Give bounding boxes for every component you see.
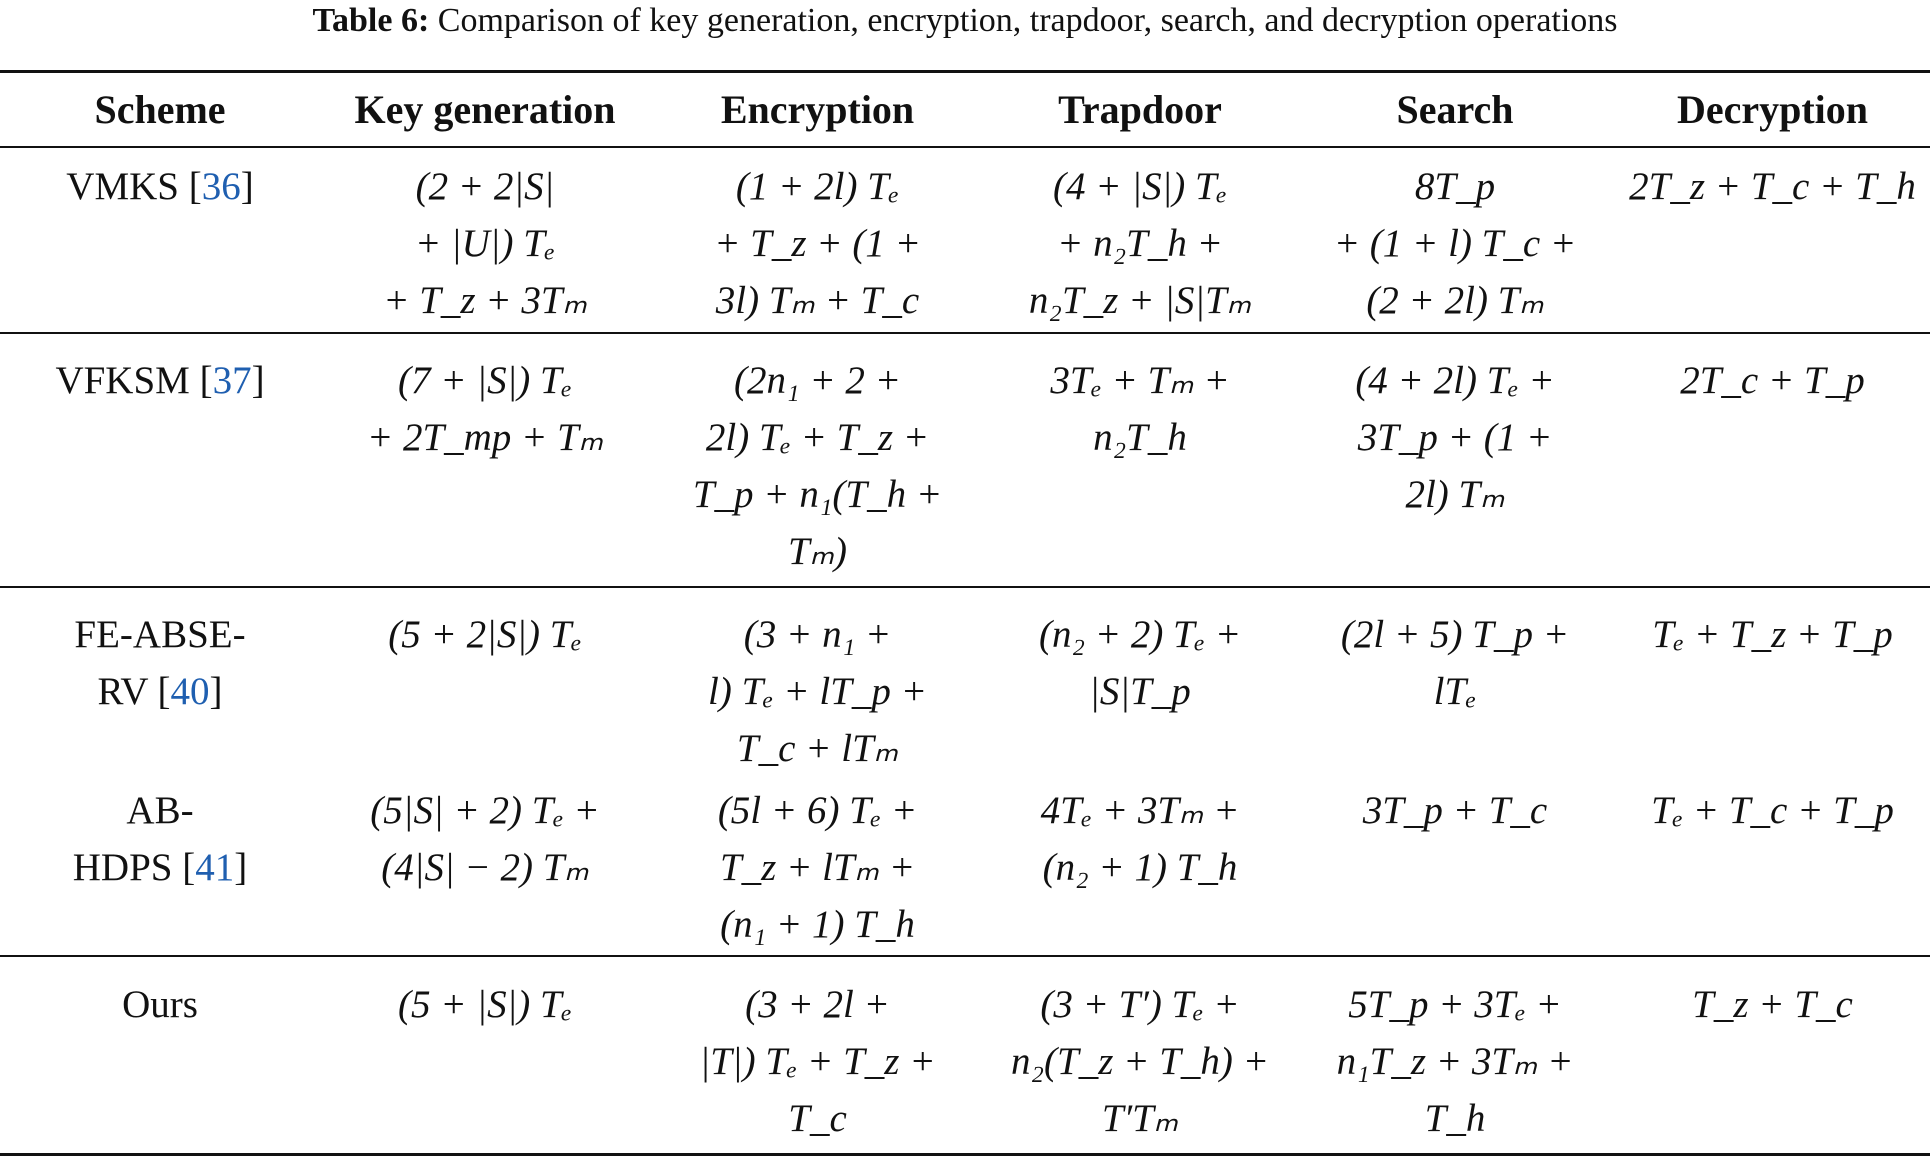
- table-cell: T_z + T_c: [1692, 983, 1853, 1026]
- table-row-ab-hdps-scheme: AB- HDPS [41]: [72, 789, 248, 889]
- table-cell: (5|S| + 2) Tₑ + (4|S| − 2) Tₘ: [370, 789, 600, 889]
- citation-link[interactable]: 36: [201, 165, 241, 208]
- table-cell: (n₂ + 2) Tₑ + |S|T_p: [1038, 613, 1242, 713]
- table-cell: (4 + |S|) Tₑ + n₂T_h + n₂T_z + |S|Tₘ: [1028, 165, 1252, 322]
- caption-text: Comparison of key generation, encryption, trapdoor, search, and decryption operations: [437, 2, 1618, 39]
- table-cell: 5T_p + 3Tₑ + n₁T_z + 3Tₘ + T_h: [1336, 983, 1574, 1140]
- row-rule: [0, 955, 1930, 957]
- table-cell: (3 + T′) Tₑ + n₂(T_z + T_h) + T′Tₘ: [1011, 983, 1269, 1140]
- table-row-vfksm-scheme: VFKSM [37]: [55, 359, 265, 402]
- table-cell: (3 + 2l + |T|) Tₑ + T_z + T_c: [699, 983, 936, 1140]
- table-cell: (5l + 6) Tₑ + T_z + lTₘ + (n₁ + 1) T_h: [717, 789, 918, 946]
- table-row-ours-scheme: Ours: [122, 983, 198, 1026]
- citation-link[interactable]: 37: [212, 359, 252, 402]
- citation-link[interactable]: 41: [195, 846, 235, 889]
- table-cell: 3Tₑ + Tₘ + n₂T_h: [1050, 359, 1230, 459]
- table-row-fe-abse-rv-scheme: FE-ABSE- RV [40]: [74, 613, 246, 713]
- table-cell: (4 + 2l) Tₑ + 3T_p + (1 + 2l) Tₘ: [1355, 359, 1555, 516]
- citation-link[interactable]: 40: [170, 670, 210, 713]
- table-cell: Tₑ + T_z + T_p: [1652, 613, 1893, 656]
- table-cell: 4Tₑ + 3Tₘ + (n₂ + 1) T_h: [1040, 789, 1240, 889]
- row-rule: [0, 332, 1930, 334]
- caption-label: Table 6:: [312, 2, 430, 39]
- header-key-generation: Key generation: [354, 87, 616, 132]
- table-cell: (3 + n₁ + l) Tₑ + lT_p + T_c + lTₘ: [708, 613, 927, 770]
- top-rule: [0, 70, 1930, 73]
- table-cell: (2l + 5) T_p + lTₑ: [1340, 613, 1570, 713]
- table-cell: 2T_z + T_c + T_h: [1629, 165, 1916, 208]
- table-cell: (2n₁ + 2 + 2l) Tₑ + T_z + T_p + n₁(T_h + Tₘ): [692, 359, 943, 573]
- table-caption: [0, 0, 1930, 42]
- table-cell: 2T_c + T_p: [1680, 359, 1865, 402]
- table-row-vmks-scheme: VMKS [36]: [66, 165, 254, 208]
- table-cell: 3T_p + T_c: [1362, 789, 1548, 832]
- table-cell: (5 + |S|) Tₑ: [398, 983, 572, 1026]
- table-cell: 8T_p + (1 + l) T_c + (2 + 2l) Tₘ: [1333, 165, 1577, 322]
- table-cell: Tₑ + T_c + T_p: [1651, 789, 1894, 832]
- table-cell: (5 + 2|S|) Tₑ: [388, 613, 582, 656]
- table-cell: (2 + 2|S| + |U|) Tₑ + T_z + 3Tₘ: [383, 165, 587, 322]
- table-cell: (1 + 2l) Tₑ + T_z + (1 + 3l) Tₘ + T_c: [714, 165, 921, 322]
- row-rule: [0, 586, 1930, 588]
- header-trapdoor: Trapdoor: [1058, 87, 1222, 132]
- header-scheme: Scheme: [94, 87, 226, 132]
- header-encryption: Encryption: [720, 87, 915, 132]
- table-cell: (7 + |S|) Tₑ + 2T_mp + Tₘ: [366, 359, 604, 459]
- header-search: Search: [1396, 87, 1514, 132]
- header-decryption: Decryption: [1676, 87, 1869, 132]
- bottom-rule: [0, 1153, 1930, 1156]
- header-rule: [0, 146, 1930, 148]
